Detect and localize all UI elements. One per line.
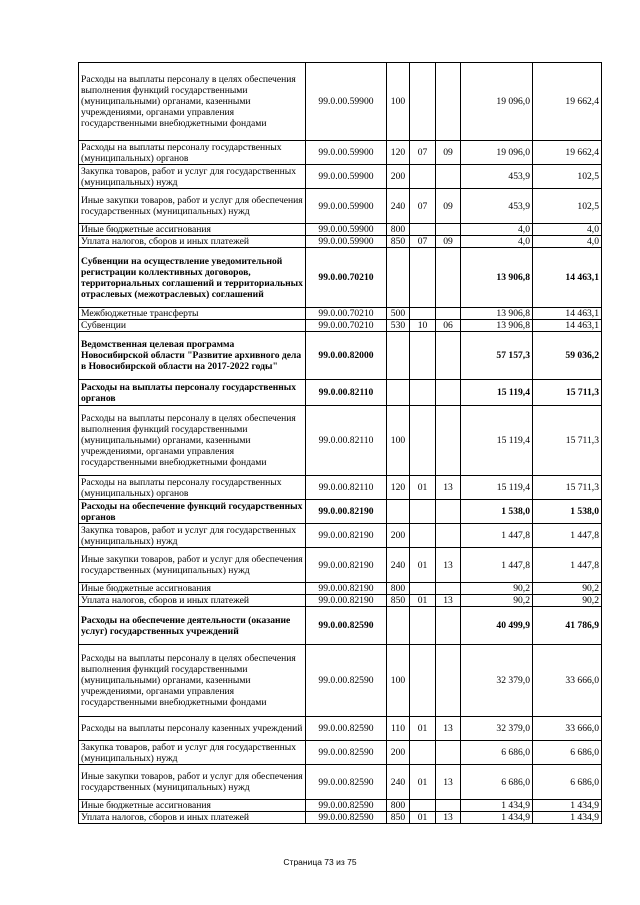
- row-name: Расходы на выплаты персоналу государственных органов: [79, 380, 306, 406]
- row-expense-type: [387, 380, 410, 406]
- row-subsection: [436, 248, 461, 308]
- row-amount-year2: 14 463,1: [533, 308, 602, 320]
- table-row: [79, 583, 602, 595]
- row-section: [410, 406, 436, 476]
- table-row: [79, 476, 602, 500]
- row-amount-year2: 15 711,3: [533, 380, 602, 406]
- row-amount-year1: 6 686,0: [461, 765, 533, 800]
- row-amount-year2: 1 447,8: [533, 548, 602, 583]
- row-target-code: 99.0.00.59900: [306, 236, 387, 248]
- row-section: 07: [410, 236, 436, 248]
- row-expense-type: [387, 607, 410, 645]
- row-name: Иные закупки товаров, работ и услуг для обеспечения государственных (муниципальных) нужд: [79, 548, 306, 583]
- row-expense-type: 530: [387, 320, 410, 332]
- table-row: [79, 500, 602, 524]
- row-target-code: 99.0.00.82190: [306, 500, 387, 524]
- row-section: [410, 800, 436, 812]
- row-name: Уплата налогов, сборов и иных платежей: [79, 236, 306, 248]
- table-row: [79, 165, 602, 189]
- row-amount-year2: 15 711,3: [533, 406, 602, 476]
- table-row: [79, 800, 602, 812]
- row-name: Уплата налогов, сборов и иных платежей: [79, 595, 306, 607]
- table-body: [79, 63, 602, 824]
- row-amount-year1: 19 096,0: [461, 63, 533, 141]
- row-amount-year1: 13 906,8: [461, 248, 533, 308]
- row-section: 07: [410, 141, 436, 165]
- row-section: [410, 63, 436, 141]
- row-name: Расходы на обеспечение деятельности (оказание услуг) государственных учреждений: [79, 607, 306, 645]
- row-target-code: 99.0.00.59900: [306, 224, 387, 236]
- row-amount-year1: 32 379,0: [461, 717, 533, 741]
- row-name: Ведомственная целевая программа Новосибирской области "Развитие архивного дела в Новосибирской области на 2017-2022 годы": [79, 332, 306, 380]
- row-amount-year1: 1 434,9: [461, 800, 533, 812]
- row-amount-year2: 102,5: [533, 189, 602, 224]
- row-expense-type: 850: [387, 595, 410, 607]
- row-name: Иные закупки товаров, работ и услуг для обеспечения государственных (муниципальных) нужд: [79, 189, 306, 224]
- row-amount-year2: 4,0: [533, 224, 602, 236]
- table-row: [79, 595, 602, 607]
- row-expense-type: 240: [387, 189, 410, 224]
- row-target-code: 99.0.00.82590: [306, 607, 387, 645]
- row-amount-year2: 4,0: [533, 236, 602, 248]
- row-name: Расходы на выплаты персоналу государственных (муниципальных) органов: [79, 476, 306, 500]
- row-subsection: [436, 63, 461, 141]
- budget-table: [78, 62, 602, 824]
- row-name: Иные бюджетные ассигнования: [79, 583, 306, 595]
- row-section: 01: [410, 595, 436, 607]
- row-target-code: 99.0.00.82590: [306, 741, 387, 765]
- row-expense-type: 100: [387, 63, 410, 141]
- row-subsection: [436, 332, 461, 380]
- page-number: Страница 73 из 75: [283, 857, 357, 867]
- row-name: Расходы на выплаты персоналу в целях обеспечения выполнения функций государственными (муниципальными) органами, казенными учреждениями, органами управления государственными внебюджетными фондами: [79, 63, 306, 141]
- row-section: [410, 500, 436, 524]
- row-subsection: [436, 583, 461, 595]
- row-amount-year1: 6 686,0: [461, 741, 533, 765]
- row-subsection: [436, 406, 461, 476]
- row-target-code: 99.0.00.82590: [306, 645, 387, 717]
- table-row: [79, 308, 602, 320]
- row-subsection: [436, 800, 461, 812]
- row-subsection: 09: [436, 236, 461, 248]
- row-section: 01: [410, 717, 436, 741]
- row-name: Расходы на выплаты персоналу в целях обеспечения выполнения функций государственными (муниципальными) органами, казенными учреждениями, органами управления государственными внебюджетными фондами: [79, 645, 306, 717]
- row-target-code: 99.0.00.82190: [306, 524, 387, 548]
- row-section: [410, 248, 436, 308]
- row-amount-year2: 59 036,2: [533, 332, 602, 380]
- row-subsection: [436, 645, 461, 717]
- table-row: [79, 63, 602, 141]
- row-section: 10: [410, 320, 436, 332]
- row-amount-year1: 90,2: [461, 595, 533, 607]
- row-section: [410, 741, 436, 765]
- table-row: [79, 645, 602, 717]
- row-amount-year2: 15 711,3: [533, 476, 602, 500]
- row-amount-year2: 33 666,0: [533, 645, 602, 717]
- row-expense-type: [387, 248, 410, 308]
- row-section: [410, 645, 436, 717]
- row-section: 01: [410, 548, 436, 583]
- row-expense-type: 240: [387, 548, 410, 583]
- row-expense-type: [387, 332, 410, 380]
- row-amount-year2: 6 686,0: [533, 741, 602, 765]
- row-subsection: 13: [436, 765, 461, 800]
- row-target-code: 99.0.00.82190: [306, 583, 387, 595]
- row-amount-year1: 13 906,8: [461, 308, 533, 320]
- row-amount-year2: 1 434,9: [533, 812, 602, 824]
- row-amount-year2: 6 686,0: [533, 765, 602, 800]
- row-target-code: 99.0.00.82110: [306, 476, 387, 500]
- row-amount-year1: 13 906,8: [461, 320, 533, 332]
- row-subsection: [436, 380, 461, 406]
- row-section: [410, 332, 436, 380]
- row-subsection: 09: [436, 141, 461, 165]
- row-amount-year2: 90,2: [533, 595, 602, 607]
- row-name: Расходы на выплаты персоналу казенных учреждений: [79, 717, 306, 741]
- row-amount-year1: 453,9: [461, 165, 533, 189]
- row-target-code: 99.0.00.82000: [306, 332, 387, 380]
- row-subsection: 13: [436, 812, 461, 824]
- row-name: Уплата налогов, сборов и иных платежей: [79, 812, 306, 824]
- row-subsection: 13: [436, 476, 461, 500]
- row-name: Расходы на выплаты персоналу в целях обеспечения выполнения функций государственными (муниципальными) органами, казенными учреждениями, органами управления государственными внебюджетными фондами: [79, 406, 306, 476]
- row-amount-year2: 14 463,1: [533, 248, 602, 308]
- row-target-code: 99.0.00.82110: [306, 380, 387, 406]
- row-target-code: 99.0.00.59900: [306, 165, 387, 189]
- row-section: [410, 224, 436, 236]
- row-expense-type: 110: [387, 717, 410, 741]
- row-section: 07: [410, 189, 436, 224]
- table-row: [79, 141, 602, 165]
- row-target-code: 99.0.00.70210: [306, 320, 387, 332]
- row-section: [410, 583, 436, 595]
- row-amount-year1: 15 119,4: [461, 476, 533, 500]
- row-amount-year2: 102,5: [533, 165, 602, 189]
- row-expense-type: 200: [387, 524, 410, 548]
- row-subsection: [436, 607, 461, 645]
- row-target-code: 99.0.00.82110: [306, 406, 387, 476]
- row-amount-year2: 41 786,9: [533, 607, 602, 645]
- row-amount-year1: 1 447,8: [461, 524, 533, 548]
- row-expense-type: [387, 500, 410, 524]
- row-expense-type: 100: [387, 645, 410, 717]
- row-section: 01: [410, 476, 436, 500]
- row-section: [410, 165, 436, 189]
- row-name: Иные бюджетные ассигнования: [79, 800, 306, 812]
- table-row: [79, 248, 602, 308]
- row-expense-type: 200: [387, 741, 410, 765]
- row-expense-type: 800: [387, 583, 410, 595]
- row-amount-year1: 1 434,9: [461, 812, 533, 824]
- table-row: [79, 741, 602, 765]
- row-expense-type: 850: [387, 236, 410, 248]
- row-subsection: [436, 524, 461, 548]
- row-amount-year1: 19 096,0: [461, 141, 533, 165]
- row-subsection: 13: [436, 717, 461, 741]
- row-amount-year2: 90,2: [533, 583, 602, 595]
- row-subsection: [436, 308, 461, 320]
- row-name: Субвенции на осуществление уведомительной регистрации коллективных договоров, территориальных соглашений и территориальных отраслевых (межотраслевых) соглашений: [79, 248, 306, 308]
- row-target-code: 99.0.00.82590: [306, 812, 387, 824]
- table-row: [79, 812, 602, 824]
- table-row: [79, 320, 602, 332]
- row-amount-year1: 1 447,8: [461, 548, 533, 583]
- row-target-code: 99.0.00.82190: [306, 595, 387, 607]
- row-amount-year1: 32 379,0: [461, 645, 533, 717]
- row-amount-year2: 33 666,0: [533, 717, 602, 741]
- row-name: Субвенции: [79, 320, 306, 332]
- row-section: [410, 308, 436, 320]
- row-amount-year1: 4,0: [461, 224, 533, 236]
- row-name: Закупка товаров, работ и услуг для государственных (муниципальных) нужд: [79, 524, 306, 548]
- row-expense-type: 240: [387, 765, 410, 800]
- row-target-code: 99.0.00.59900: [306, 63, 387, 141]
- row-section: [410, 524, 436, 548]
- table-row: [79, 189, 602, 224]
- row-name: Расходы на обеспечение функций государственных органов: [79, 500, 306, 524]
- row-subsection: 13: [436, 548, 461, 583]
- table-row: [79, 380, 602, 406]
- row-target-code: 99.0.00.82590: [306, 717, 387, 741]
- row-subsection: [436, 165, 461, 189]
- table-row: [79, 717, 602, 741]
- budget-table-container: [78, 62, 601, 824]
- row-target-code: 99.0.00.59900: [306, 141, 387, 165]
- row-target-code: 99.0.00.82590: [306, 765, 387, 800]
- row-section: 01: [410, 765, 436, 800]
- table-row: [79, 548, 602, 583]
- row-amount-year2: 1 434,9: [533, 800, 602, 812]
- row-expense-type: 100: [387, 406, 410, 476]
- row-target-code: 99.0.00.70210: [306, 248, 387, 308]
- row-target-code: 99.0.00.82190: [306, 548, 387, 583]
- row-amount-year1: 1 538,0: [461, 500, 533, 524]
- row-expense-type: 800: [387, 224, 410, 236]
- row-amount-year2: 1 538,0: [533, 500, 602, 524]
- row-subsection: 09: [436, 189, 461, 224]
- row-amount-year1: 57 157,3: [461, 332, 533, 380]
- row-expense-type: 800: [387, 800, 410, 812]
- table-row: [79, 332, 602, 380]
- table-row: [79, 236, 602, 248]
- row-amount-year1: 90,2: [461, 583, 533, 595]
- row-section: 01: [410, 812, 436, 824]
- row-target-code: 99.0.00.82590: [306, 800, 387, 812]
- row-amount-year1: 4,0: [461, 236, 533, 248]
- table-row: [79, 765, 602, 800]
- row-subsection: [436, 500, 461, 524]
- row-name: Закупка товаров, работ и услуг для государственных (муниципальных) нужд: [79, 165, 306, 189]
- row-expense-type: 850: [387, 812, 410, 824]
- row-expense-type: 500: [387, 308, 410, 320]
- row-section: [410, 380, 436, 406]
- row-target-code: 99.0.00.59900: [306, 189, 387, 224]
- row-amount-year2: 1 447,8: [533, 524, 602, 548]
- row-subsection: [436, 224, 461, 236]
- table-row: [79, 406, 602, 476]
- row-name: Иные закупки товаров, работ и услуг для обеспечения государственных (муниципальных) нужд: [79, 765, 306, 800]
- row-subsection: [436, 741, 461, 765]
- row-expense-type: 200: [387, 165, 410, 189]
- row-name: Закупка товаров, работ и услуг для государственных (муниципальных) нужд: [79, 741, 306, 765]
- row-amount-year2: 19 662,4: [533, 141, 602, 165]
- table-row: [79, 607, 602, 645]
- row-name: Расходы на выплаты персоналу государственных (муниципальных) органов: [79, 141, 306, 165]
- row-section: [410, 607, 436, 645]
- row-amount-year1: 453,9: [461, 189, 533, 224]
- row-amount-year1: 15 119,4: [461, 380, 533, 406]
- row-target-code: 99.0.00.70210: [306, 308, 387, 320]
- row-amount-year1: 15 119,4: [461, 406, 533, 476]
- table-row: [79, 224, 602, 236]
- row-name: Иные бюджетные ассигнования: [79, 224, 306, 236]
- row-subsection: 13: [436, 595, 461, 607]
- row-amount-year2: 19 662,4: [533, 63, 602, 141]
- row-subsection: 06: [436, 320, 461, 332]
- row-expense-type: 120: [387, 141, 410, 165]
- row-amount-year1: 40 499,9: [461, 607, 533, 645]
- table-row: [79, 524, 602, 548]
- row-name: Межбюджетные трансферты: [79, 308, 306, 320]
- row-amount-year2: 14 463,1: [533, 320, 602, 332]
- row-expense-type: 120: [387, 476, 410, 500]
